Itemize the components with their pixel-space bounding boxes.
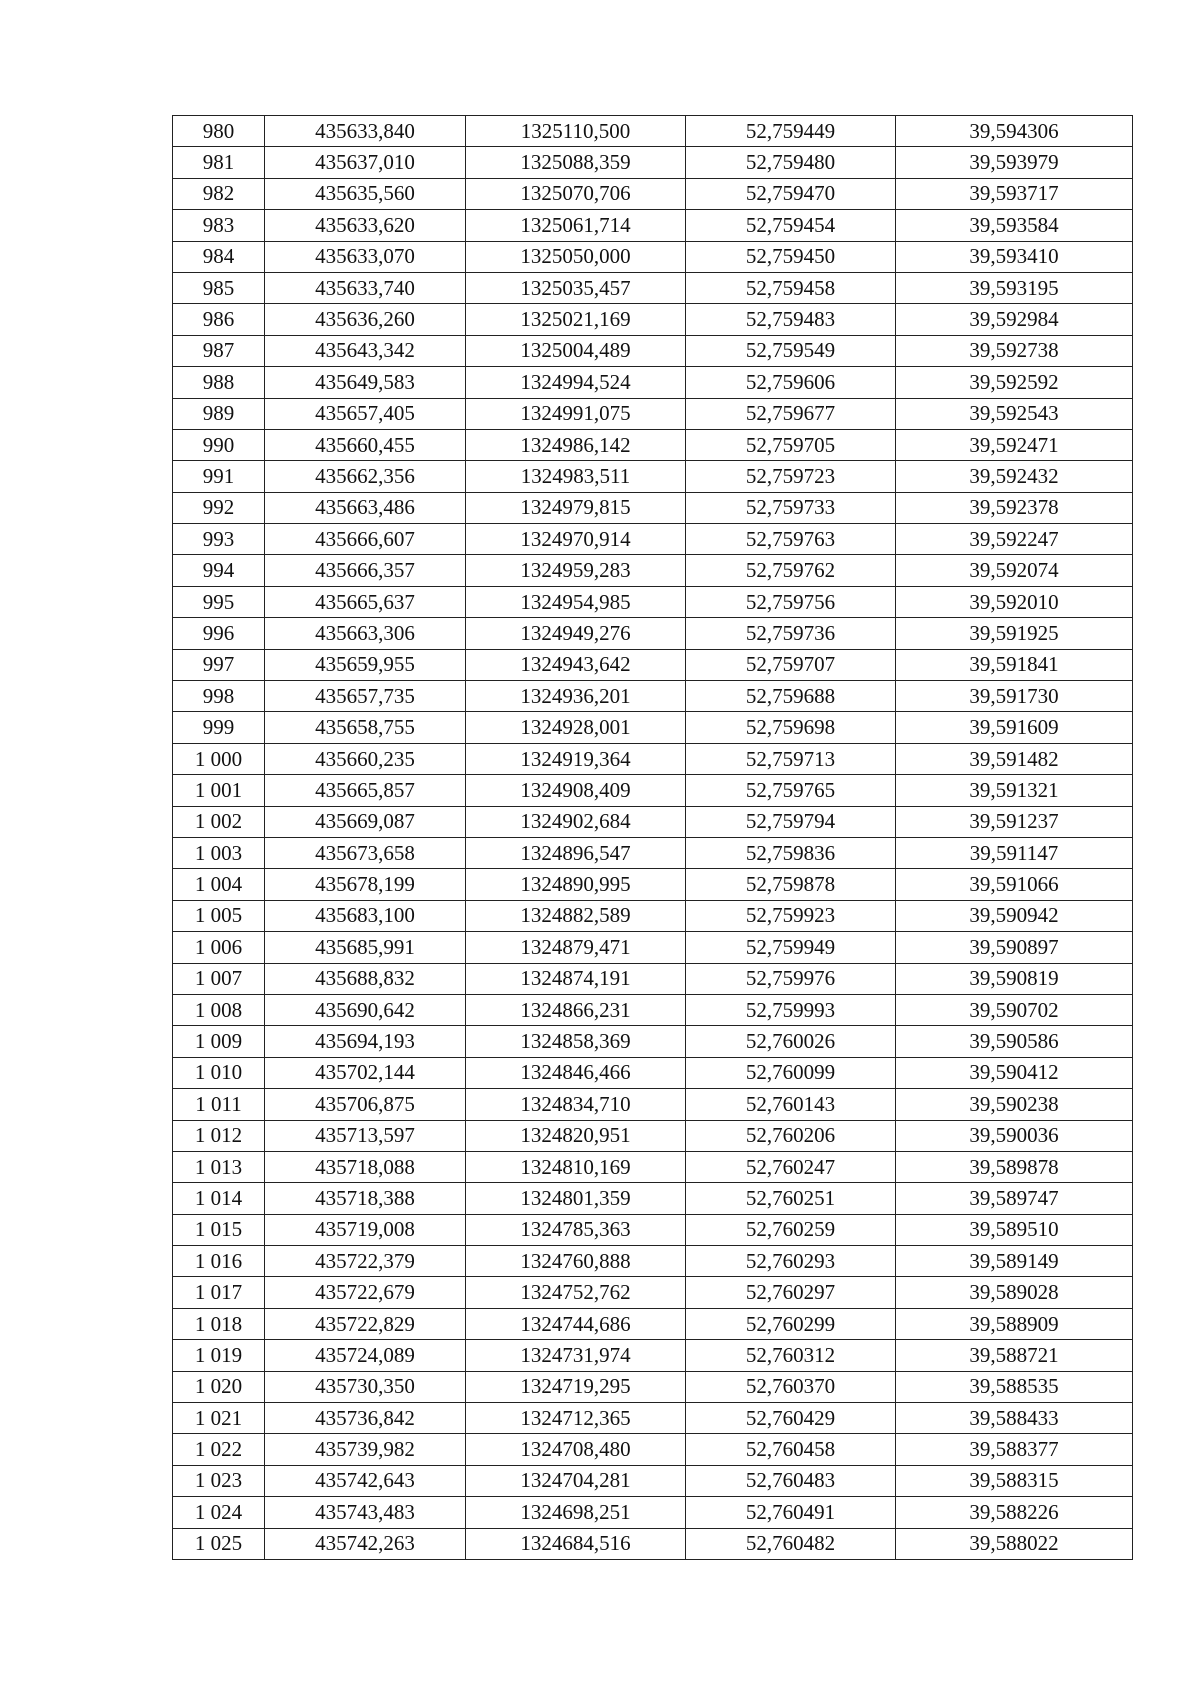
latitude-cell: 52,760297 <box>686 1277 896 1308</box>
point-number-cell: 1 012 <box>173 1120 265 1151</box>
longitude-cell: 39,590412 <box>896 1057 1133 1088</box>
point-number-cell: 1 011 <box>173 1089 265 1120</box>
x-coordinate-cell: 435666,607 <box>265 524 466 555</box>
table-row <box>173 775 1133 806</box>
latitude-cell: 52,759736 <box>686 618 896 649</box>
longitude-cell: 39,589878 <box>896 1151 1133 1182</box>
y-coordinate-cell: 1324954,985 <box>466 586 686 617</box>
y-coordinate-cell: 1324879,471 <box>466 932 686 963</box>
longitude-cell: 39,592247 <box>896 524 1133 555</box>
point-number-cell: 1 020 <box>173 1371 265 1402</box>
latitude-cell: 52,760458 <box>686 1434 896 1465</box>
table-row <box>173 1403 1133 1434</box>
x-coordinate-cell: 435660,235 <box>265 743 466 774</box>
table-row <box>173 1465 1133 1496</box>
x-coordinate-cell: 435665,637 <box>265 586 466 617</box>
longitude-cell: 39,588535 <box>896 1371 1133 1402</box>
y-coordinate-cell: 1324928,001 <box>466 712 686 743</box>
latitude-cell: 52,760483 <box>686 1465 896 1496</box>
point-number-cell: 988 <box>173 367 265 398</box>
y-coordinate-cell: 1324719,295 <box>466 1371 686 1402</box>
table-row <box>173 743 1133 774</box>
point-number-cell: 986 <box>173 304 265 335</box>
table-row <box>173 335 1133 366</box>
longitude-cell: 39,592471 <box>896 429 1133 460</box>
x-coordinate-cell: 435673,658 <box>265 837 466 868</box>
y-coordinate-cell: 1324983,511 <box>466 461 686 492</box>
y-coordinate-cell: 1324866,231 <box>466 994 686 1025</box>
x-coordinate-cell: 435688,832 <box>265 963 466 994</box>
x-coordinate-cell: 435702,144 <box>265 1057 466 1088</box>
x-coordinate-cell: 435730,350 <box>265 1371 466 1402</box>
longitude-cell: 39,592074 <box>896 555 1133 586</box>
longitude-cell: 39,590897 <box>896 932 1133 963</box>
point-number-cell: 994 <box>173 555 265 586</box>
longitude-cell: 39,588315 <box>896 1465 1133 1496</box>
longitude-cell: 39,592592 <box>896 367 1133 398</box>
y-coordinate-cell: 1324704,281 <box>466 1465 686 1496</box>
table-row <box>173 210 1133 241</box>
table-row <box>173 241 1133 272</box>
latitude-cell: 52,759976 <box>686 963 896 994</box>
table-row <box>173 492 1133 523</box>
table-row <box>173 1183 1133 1214</box>
x-coordinate-cell: 435643,342 <box>265 335 466 366</box>
point-number-cell: 982 <box>173 178 265 209</box>
point-number-cell: 999 <box>173 712 265 743</box>
point-number-cell: 1 023 <box>173 1465 265 1496</box>
table-row <box>173 649 1133 680</box>
y-coordinate-cell: 1324936,201 <box>466 681 686 712</box>
x-coordinate-cell: 435633,740 <box>265 272 466 303</box>
point-number-cell: 990 <box>173 429 265 460</box>
y-coordinate-cell: 1324708,480 <box>466 1434 686 1465</box>
table-row <box>173 1026 1133 1057</box>
y-coordinate-cell: 1324979,815 <box>466 492 686 523</box>
x-coordinate-cell: 435649,583 <box>265 367 466 398</box>
y-coordinate-cell: 1325061,714 <box>466 210 686 241</box>
longitude-cell: 39,589747 <box>896 1183 1133 1214</box>
x-coordinate-cell: 435722,829 <box>265 1308 466 1339</box>
point-number-cell: 1 015 <box>173 1214 265 1245</box>
y-coordinate-cell: 1325004,489 <box>466 335 686 366</box>
point-number-cell: 1 014 <box>173 1183 265 1214</box>
longitude-cell: 39,588377 <box>896 1434 1133 1465</box>
longitude-cell: 39,593410 <box>896 241 1133 272</box>
point-number-cell: 1 016 <box>173 1246 265 1277</box>
x-coordinate-cell: 435663,306 <box>265 618 466 649</box>
longitude-cell: 39,592378 <box>896 492 1133 523</box>
point-number-cell: 1 009 <box>173 1026 265 1057</box>
y-coordinate-cell: 1324959,283 <box>466 555 686 586</box>
point-number-cell: 1 024 <box>173 1497 265 1528</box>
latitude-cell: 52,759762 <box>686 555 896 586</box>
y-coordinate-cell: 1325088,359 <box>466 147 686 178</box>
x-coordinate-cell: 435635,560 <box>265 178 466 209</box>
latitude-cell: 52,759993 <box>686 994 896 1025</box>
x-coordinate-cell: 435636,260 <box>265 304 466 335</box>
table-row <box>173 1340 1133 1371</box>
y-coordinate-cell: 1324890,995 <box>466 869 686 900</box>
y-coordinate-cell: 1324970,914 <box>466 524 686 555</box>
x-coordinate-cell: 435736,842 <box>265 1403 466 1434</box>
point-number-cell: 1 006 <box>173 932 265 963</box>
y-coordinate-cell: 1324684,516 <box>466 1528 686 1559</box>
latitude-cell: 52,759707 <box>686 649 896 680</box>
longitude-cell: 39,588226 <box>896 1497 1133 1528</box>
longitude-cell: 39,588022 <box>896 1528 1133 1559</box>
latitude-cell: 52,759677 <box>686 398 896 429</box>
coordinates-table <box>172 115 1133 1560</box>
table-row <box>173 869 1133 900</box>
point-number-cell: 992 <box>173 492 265 523</box>
table-row <box>173 116 1133 147</box>
x-coordinate-cell: 435633,070 <box>265 241 466 272</box>
point-number-cell: 1 010 <box>173 1057 265 1088</box>
x-coordinate-cell: 435663,486 <box>265 492 466 523</box>
table-row <box>173 1371 1133 1402</box>
latitude-cell: 52,759480 <box>686 147 896 178</box>
latitude-cell: 52,760251 <box>686 1183 896 1214</box>
x-coordinate-cell: 435713,597 <box>265 1120 466 1151</box>
latitude-cell: 52,759878 <box>686 869 896 900</box>
latitude-cell: 52,759705 <box>686 429 896 460</box>
longitude-cell: 39,590942 <box>896 900 1133 931</box>
x-coordinate-cell: 435660,455 <box>265 429 466 460</box>
x-coordinate-cell: 435742,263 <box>265 1528 466 1559</box>
table-row <box>173 304 1133 335</box>
table-row <box>173 963 1133 994</box>
longitude-cell: 39,593717 <box>896 178 1133 209</box>
latitude-cell: 52,759949 <box>686 932 896 963</box>
table-row <box>173 586 1133 617</box>
table-row <box>173 1089 1133 1120</box>
y-coordinate-cell: 1325070,706 <box>466 178 686 209</box>
latitude-cell: 52,759765 <box>686 775 896 806</box>
longitude-cell: 39,591147 <box>896 837 1133 868</box>
latitude-cell: 52,760429 <box>686 1403 896 1434</box>
latitude-cell: 52,759606 <box>686 367 896 398</box>
table-row <box>173 1151 1133 1182</box>
table-row <box>173 555 1133 586</box>
longitude-cell: 39,588433 <box>896 1403 1133 1434</box>
table-row <box>173 1308 1133 1339</box>
longitude-cell: 39,590702 <box>896 994 1133 1025</box>
y-coordinate-cell: 1324908,409 <box>466 775 686 806</box>
longitude-cell: 39,591841 <box>896 649 1133 680</box>
point-number-cell: 984 <box>173 241 265 272</box>
table-row <box>173 1277 1133 1308</box>
y-coordinate-cell: 1324902,684 <box>466 806 686 837</box>
y-coordinate-cell: 1324752,762 <box>466 1277 686 1308</box>
y-coordinate-cell: 1324991,075 <box>466 398 686 429</box>
longitude-cell: 39,591609 <box>896 712 1133 743</box>
x-coordinate-cell: 435658,755 <box>265 712 466 743</box>
x-coordinate-cell: 435724,089 <box>265 1340 466 1371</box>
latitude-cell: 52,759794 <box>686 806 896 837</box>
latitude-cell: 52,759763 <box>686 524 896 555</box>
y-coordinate-cell: 1325050,000 <box>466 241 686 272</box>
latitude-cell: 52,760143 <box>686 1089 896 1120</box>
latitude-cell: 52,759470 <box>686 178 896 209</box>
y-coordinate-cell: 1324760,888 <box>466 1246 686 1277</box>
table-row <box>173 1057 1133 1088</box>
longitude-cell: 39,593584 <box>896 210 1133 241</box>
latitude-cell: 52,759688 <box>686 681 896 712</box>
x-coordinate-cell: 435742,643 <box>265 1465 466 1496</box>
y-coordinate-cell: 1325035,457 <box>466 272 686 303</box>
y-coordinate-cell: 1324882,589 <box>466 900 686 931</box>
y-coordinate-cell: 1324994,524 <box>466 367 686 398</box>
x-coordinate-cell: 435678,199 <box>265 869 466 900</box>
x-coordinate-cell: 435659,955 <box>265 649 466 680</box>
x-coordinate-cell: 435633,620 <box>265 210 466 241</box>
y-coordinate-cell: 1324846,466 <box>466 1057 686 1088</box>
table-row <box>173 367 1133 398</box>
y-coordinate-cell: 1324858,369 <box>466 1026 686 1057</box>
latitude-cell: 52,759454 <box>686 210 896 241</box>
y-coordinate-cell: 1324785,363 <box>466 1214 686 1245</box>
x-coordinate-cell: 435739,982 <box>265 1434 466 1465</box>
table-row <box>173 994 1133 1025</box>
latitude-cell: 52,760206 <box>686 1120 896 1151</box>
x-coordinate-cell: 435657,735 <box>265 681 466 712</box>
latitude-cell: 52,759458 <box>686 272 896 303</box>
longitude-cell: 39,592432 <box>896 461 1133 492</box>
point-number-cell: 985 <box>173 272 265 303</box>
longitude-cell: 39,591066 <box>896 869 1133 900</box>
y-coordinate-cell: 1324949,276 <box>466 618 686 649</box>
longitude-cell: 39,591321 <box>896 775 1133 806</box>
longitude-cell: 39,589510 <box>896 1214 1133 1245</box>
x-coordinate-cell: 435719,008 <box>265 1214 466 1245</box>
y-coordinate-cell: 1324874,191 <box>466 963 686 994</box>
latitude-cell: 52,760482 <box>686 1528 896 1559</box>
latitude-cell: 52,759733 <box>686 492 896 523</box>
table-row <box>173 900 1133 931</box>
table-row <box>173 461 1133 492</box>
longitude-cell: 39,589028 <box>896 1277 1133 1308</box>
point-number-cell: 1 004 <box>173 869 265 900</box>
point-number-cell: 1 008 <box>173 994 265 1025</box>
y-coordinate-cell: 1324744,686 <box>466 1308 686 1339</box>
point-number-cell: 983 <box>173 210 265 241</box>
table-row <box>173 806 1133 837</box>
point-number-cell: 991 <box>173 461 265 492</box>
latitude-cell: 52,759698 <box>686 712 896 743</box>
x-coordinate-cell: 435685,991 <box>265 932 466 963</box>
y-coordinate-cell: 1324810,169 <box>466 1151 686 1182</box>
y-coordinate-cell: 1324801,359 <box>466 1183 686 1214</box>
point-number-cell: 1 019 <box>173 1340 265 1371</box>
point-number-cell: 1 003 <box>173 837 265 868</box>
x-coordinate-cell: 435665,857 <box>265 775 466 806</box>
longitude-cell: 39,590036 <box>896 1120 1133 1151</box>
x-coordinate-cell: 435662,356 <box>265 461 466 492</box>
longitude-cell: 39,592984 <box>896 304 1133 335</box>
latitude-cell: 52,760259 <box>686 1214 896 1245</box>
longitude-cell: 39,593195 <box>896 272 1133 303</box>
x-coordinate-cell: 435633,840 <box>265 116 466 147</box>
table-row <box>173 1434 1133 1465</box>
point-number-cell: 1 025 <box>173 1528 265 1559</box>
x-coordinate-cell: 435743,483 <box>265 1497 466 1528</box>
latitude-cell: 52,760247 <box>686 1151 896 1182</box>
y-coordinate-cell: 1325110,500 <box>466 116 686 147</box>
latitude-cell: 52,759923 <box>686 900 896 931</box>
x-coordinate-cell: 435722,379 <box>265 1246 466 1277</box>
latitude-cell: 52,759836 <box>686 837 896 868</box>
longitude-cell: 39,588721 <box>896 1340 1133 1371</box>
table-row <box>173 1214 1133 1245</box>
longitude-cell: 39,589149 <box>896 1246 1133 1277</box>
latitude-cell: 52,760312 <box>686 1340 896 1371</box>
x-coordinate-cell: 435722,679 <box>265 1277 466 1308</box>
x-coordinate-cell: 435694,193 <box>265 1026 466 1057</box>
table-row <box>173 1528 1133 1559</box>
table-row <box>173 272 1133 303</box>
y-coordinate-cell: 1324919,364 <box>466 743 686 774</box>
latitude-cell: 52,760293 <box>686 1246 896 1277</box>
longitude-cell: 39,591925 <box>896 618 1133 649</box>
x-coordinate-cell: 435666,357 <box>265 555 466 586</box>
point-number-cell: 1 021 <box>173 1403 265 1434</box>
longitude-cell: 39,593979 <box>896 147 1133 178</box>
latitude-cell: 52,759549 <box>686 335 896 366</box>
y-coordinate-cell: 1325021,169 <box>466 304 686 335</box>
latitude-cell: 52,760491 <box>686 1497 896 1528</box>
table-row <box>173 1246 1133 1277</box>
x-coordinate-cell: 435718,088 <box>265 1151 466 1182</box>
table-row <box>173 429 1133 460</box>
longitude-cell: 39,590586 <box>896 1026 1133 1057</box>
latitude-cell: 52,759483 <box>686 304 896 335</box>
x-coordinate-cell: 435657,405 <box>265 398 466 429</box>
y-coordinate-cell: 1324820,951 <box>466 1120 686 1151</box>
table-row <box>173 681 1133 712</box>
longitude-cell: 39,592543 <box>896 398 1133 429</box>
longitude-cell: 39,592010 <box>896 586 1133 617</box>
latitude-cell: 52,759713 <box>686 743 896 774</box>
longitude-cell: 39,590238 <box>896 1089 1133 1120</box>
point-number-cell: 1 013 <box>173 1151 265 1182</box>
point-number-cell: 989 <box>173 398 265 429</box>
longitude-cell: 39,588909 <box>896 1308 1133 1339</box>
table-row <box>173 147 1133 178</box>
longitude-cell: 39,591237 <box>896 806 1133 837</box>
latitude-cell: 52,760299 <box>686 1308 896 1339</box>
point-number-cell: 1 001 <box>173 775 265 806</box>
y-coordinate-cell: 1324986,142 <box>466 429 686 460</box>
point-number-cell: 980 <box>173 116 265 147</box>
point-number-cell: 995 <box>173 586 265 617</box>
point-number-cell: 1 002 <box>173 806 265 837</box>
longitude-cell: 39,591482 <box>896 743 1133 774</box>
table-row <box>173 932 1133 963</box>
table-row <box>173 398 1133 429</box>
point-number-cell: 1 005 <box>173 900 265 931</box>
y-coordinate-cell: 1324943,642 <box>466 649 686 680</box>
x-coordinate-cell: 435718,388 <box>265 1183 466 1214</box>
y-coordinate-cell: 1324698,251 <box>466 1497 686 1528</box>
x-coordinate-cell: 435706,875 <box>265 1089 466 1120</box>
table-row <box>173 712 1133 743</box>
latitude-cell: 52,759450 <box>686 241 896 272</box>
point-number-cell: 1 007 <box>173 963 265 994</box>
latitude-cell: 52,759756 <box>686 586 896 617</box>
longitude-cell: 39,594306 <box>896 116 1133 147</box>
latitude-cell: 52,760026 <box>686 1026 896 1057</box>
point-number-cell: 997 <box>173 649 265 680</box>
latitude-cell: 52,759449 <box>686 116 896 147</box>
point-number-cell: 998 <box>173 681 265 712</box>
table-row <box>173 837 1133 868</box>
point-number-cell: 993 <box>173 524 265 555</box>
table-row <box>173 618 1133 649</box>
latitude-cell: 52,760099 <box>686 1057 896 1088</box>
latitude-cell: 52,759723 <box>686 461 896 492</box>
point-number-cell: 1 017 <box>173 1277 265 1308</box>
x-coordinate-cell: 435669,087 <box>265 806 466 837</box>
y-coordinate-cell: 1324834,710 <box>466 1089 686 1120</box>
x-coordinate-cell: 435637,010 <box>265 147 466 178</box>
point-number-cell: 1 000 <box>173 743 265 774</box>
point-number-cell: 987 <box>173 335 265 366</box>
point-number-cell: 1 018 <box>173 1308 265 1339</box>
y-coordinate-cell: 1324731,974 <box>466 1340 686 1371</box>
longitude-cell: 39,591730 <box>896 681 1133 712</box>
coordinates-table-body <box>173 116 1133 1560</box>
point-number-cell: 1 022 <box>173 1434 265 1465</box>
table-row <box>173 524 1133 555</box>
x-coordinate-cell: 435690,642 <box>265 994 466 1025</box>
y-coordinate-cell: 1324896,547 <box>466 837 686 868</box>
longitude-cell: 39,590819 <box>896 963 1133 994</box>
x-coordinate-cell: 435683,100 <box>265 900 466 931</box>
point-number-cell: 996 <box>173 618 265 649</box>
table-row <box>173 178 1133 209</box>
y-coordinate-cell: 1324712,365 <box>466 1403 686 1434</box>
latitude-cell: 52,760370 <box>686 1371 896 1402</box>
table-row <box>173 1497 1133 1528</box>
point-number-cell: 981 <box>173 147 265 178</box>
longitude-cell: 39,592738 <box>896 335 1133 366</box>
table-row <box>173 1120 1133 1151</box>
